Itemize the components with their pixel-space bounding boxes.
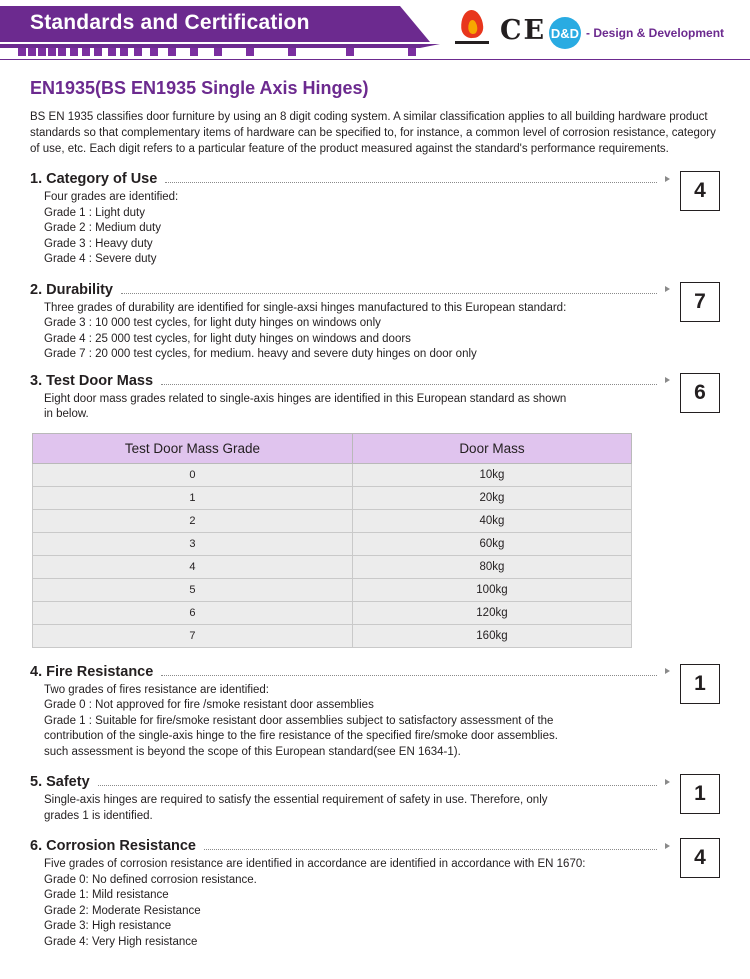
cell-grade: 1 (33, 486, 353, 509)
section-title: 1. Category of Use (30, 171, 158, 187)
pixel-decoration (150, 48, 158, 56)
section-title: 2. Durability (30, 281, 113, 298)
section-line: Grade 7 : 20 000 test cycles, for medium. heavy and severe duty hinges on door only (44, 348, 477, 360)
arrow-icon (665, 668, 670, 674)
pixel-decoration (288, 48, 296, 56)
section-category-of-use (30, 171, 720, 268)
section-test-door-mass (30, 373, 720, 648)
arrow-icon (665, 843, 670, 849)
pixel-decoration (38, 48, 46, 56)
table-row (33, 578, 632, 601)
pixel-decoration (58, 48, 66, 56)
pixel-decoration (214, 48, 222, 56)
section-line: Grade 1 : Light duty (44, 206, 146, 219)
table-row (33, 601, 632, 624)
section-line: Grade 4 : 25 000 test cycles, for light duty hinges on windows and doors (44, 332, 411, 345)
document-content (0, 78, 750, 950)
section-fire-resistance (30, 664, 720, 761)
section-line: Grade 3 : 10 000 test cycles, for light duty hinges on windows only (44, 317, 381, 329)
cell-mass: 160kg (352, 624, 631, 647)
cell-mass: 40kg (352, 509, 631, 532)
section-line: Grade 0: No defined corrosion resistance. (44, 873, 257, 886)
arrow-icon (665, 176, 670, 182)
section-line: Single-axis hinges are required to satisfy the essential requirement of safety in use. Therefore, only (44, 794, 548, 806)
section-body (30, 683, 670, 761)
section-corrosion-resistance (30, 838, 720, 950)
leader-dots (161, 374, 657, 385)
arrow-icon (665, 779, 670, 785)
cell-mass: 120kg (352, 601, 631, 624)
section-safety (30, 774, 720, 824)
column-header-mass: Door Mass (352, 433, 631, 463)
pixel-decoration (70, 48, 78, 56)
cell-mass: 100kg (352, 578, 631, 601)
section-title: 4. Fire Resistance (30, 663, 154, 680)
page-header (0, 0, 750, 60)
section-durability (30, 282, 720, 363)
leader-dots (161, 665, 657, 676)
section-line: Eight door mass grades related to single-axis hinges are identified in this European standard as shown (44, 392, 567, 405)
cell-mass: 10kg (352, 463, 631, 486)
pixel-decoration (120, 48, 128, 56)
pixel-decoration (94, 48, 102, 56)
section-line: grades 1 is identified. (44, 809, 153, 822)
grade-box: 6 (680, 373, 720, 413)
section-line: in below. (44, 408, 89, 420)
section-line: Grade 2 : Medium duty (44, 222, 161, 234)
pixel-decoration (190, 48, 198, 56)
section-body (30, 301, 670, 363)
section-line: Two grades of fires resistance are identified: (44, 683, 270, 696)
header-divider (0, 59, 750, 60)
section-body (30, 857, 670, 950)
pixel-decoration (48, 48, 56, 56)
section-line: Grade 4 : Severe duty (44, 253, 157, 265)
grade-box: 1 (680, 664, 720, 704)
cell-grade: 5 (33, 578, 353, 601)
ce-mark-icon: CE (500, 15, 547, 46)
section-line: Grade 1: Mild resistance (44, 889, 169, 901)
table-row (33, 486, 632, 509)
table-row (33, 509, 632, 532)
pixel-decoration (28, 48, 36, 56)
grade-box: 4 (680, 171, 720, 211)
pixel-decoration (168, 48, 176, 56)
intro-paragraph: BS EN 1935 classifies door furniture by using an 8 digit coding system. A similar classification applies to all building hardware product standards so that complementary items of hardware can be specified to, for instance, a common level of corrosion resistance, category of use, etc. Each digit refers to a particular feature of the product measured against the standard's performance requirements. (30, 111, 716, 155)
column-header-grade: Test Door Mass Grade (33, 433, 353, 463)
grade-box: 7 (680, 282, 720, 322)
cell-grade: 4 (33, 555, 353, 578)
door-mass-table (32, 433, 632, 648)
section-line: Four grades are identified: (44, 191, 179, 203)
cell-mass: 20kg (352, 486, 631, 509)
cell-grade: 6 (33, 601, 353, 624)
section-body (30, 793, 670, 824)
section-line: Grade 2: Moderate Resistance (44, 904, 201, 917)
dd-logo: D&D (549, 17, 581, 49)
pixel-decoration (82, 48, 90, 56)
leader-dots (204, 839, 657, 850)
pixel-decoration (134, 48, 142, 56)
section-line: such assessment is beyond the scope of this European standard(see EN 1634-1). (44, 745, 461, 758)
flame-icon (455, 10, 489, 46)
section-line: Grade 0 : Not approved for fire /smoke resistant door assemblies (44, 699, 374, 711)
section-title: 3. Test Door Mass (30, 372, 154, 389)
cell-grade: 2 (33, 509, 353, 532)
cell-mass: 60kg (352, 532, 631, 555)
table-row (33, 532, 632, 555)
section-line: Grade 3 : Heavy duty (44, 237, 153, 250)
table-row (33, 463, 632, 486)
page-title: EN1935(BS EN1935 Single Axis Hinges) (30, 78, 369, 98)
brand-text: - Design & Development (586, 26, 725, 40)
table-header-row (33, 433, 632, 463)
section-line: Grade 4: Very High resistance (44, 935, 198, 948)
section-body (30, 190, 670, 268)
cell-grade: 3 (33, 532, 353, 555)
section-title: 5. Safety (30, 774, 90, 790)
grade-box: 1 (680, 774, 720, 814)
cell-grade: 7 (33, 624, 353, 647)
section-line: Three grades of durability are identified for single-axsi hinges manufactured to this European standard: (44, 301, 567, 314)
pixel-decoration (408, 48, 416, 56)
section-body (30, 392, 670, 423)
leader-dots (98, 775, 657, 786)
section-line: Five grades of corrosion resistance are identified in accordance are identified in accordance with EN 1670: (44, 858, 586, 870)
section-line: contribution of the single-axis hinge to the fire resistance of the specified fire/smoke door assemblies. (44, 730, 558, 742)
leader-dots (121, 283, 657, 294)
cell-grade: 0 (33, 463, 353, 486)
section-title: 6. Corrosion Resistance (30, 838, 196, 854)
leader-dots (165, 172, 657, 183)
table-row (33, 555, 632, 578)
section-line: Grade 1 : Suitable for fire/smoke resistant door assemblies subject to satisfactory assessment of the (44, 714, 554, 727)
pixel-decoration (18, 48, 26, 56)
arrow-icon (665, 286, 670, 292)
header-title: Standards and Certification (30, 11, 310, 34)
section-line: Grade 3: High resistance (44, 920, 172, 932)
pixel-decoration (108, 48, 116, 56)
table-row (33, 624, 632, 647)
pixel-decoration (346, 48, 354, 56)
arrow-icon (665, 377, 670, 383)
pixel-decoration (246, 48, 254, 56)
cell-mass: 80kg (352, 555, 631, 578)
grade-box: 4 (680, 838, 720, 878)
